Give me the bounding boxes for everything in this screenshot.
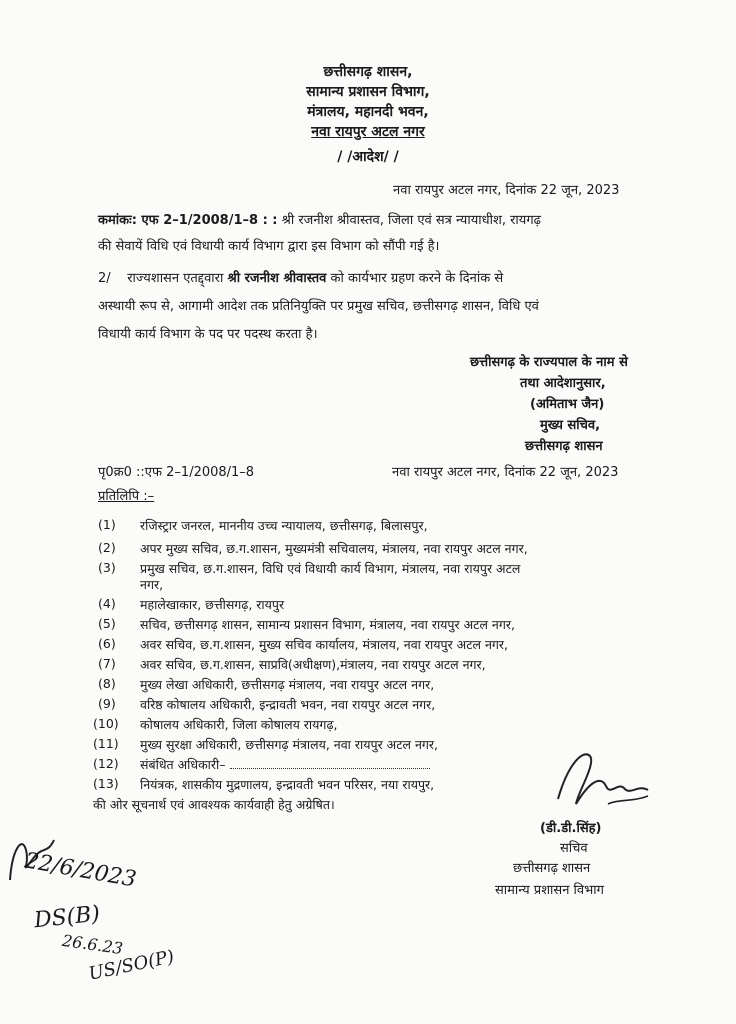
place-date-1: नवा रायपुर अटल नगर, दिनांक 22 जून, 2023 xyxy=(393,183,620,198)
para2-line-1 xyxy=(98,268,503,286)
order-title: / /आदेश/ / xyxy=(337,149,399,165)
header-line-1: छत्तीसगढ़ शासन, xyxy=(323,64,413,80)
para2-line-3: विधायी कार्य विभाग के पद पर पदस्थ करता है। xyxy=(98,327,318,342)
copy-text: मुख्य सुरक्षा अधिकारी, छत्तीसगढ़ मंत्रालय, नवा रायपुर अटल नगर, xyxy=(140,737,439,752)
copy-text xyxy=(140,756,430,773)
copy-text: महालेखाकार, छत्तीसगढ़, रायपुर xyxy=(140,597,285,612)
para2-line-2: अस्थायी रूप से, आगामी आदेश तक प्रतिनियुक्ति पर प्रमुख सचिव, छत्तीसगढ़ शासन, विधि एवं xyxy=(98,299,539,314)
para2-pre: राज्यशासन एतद्द्वारा xyxy=(127,271,224,286)
closing-line: की ओर सूचनार्थ एवं आवश्यक कार्यवाही हेतु अग्रेषित। xyxy=(93,797,335,812)
copy-text: सचिव, छत्तीसगढ़ शासन, सामान्य प्रशासन विभाग, मंत्रालय, नवा रायपुर अटल नगर, xyxy=(140,617,515,632)
copy-num: (9) xyxy=(98,696,116,711)
para2-num: 2/ xyxy=(98,271,111,286)
signature-scribble xyxy=(548,744,658,814)
endorsement-ref: पृ0क्र0 ::एफ 2–1/2008/1–8 xyxy=(98,465,255,480)
blank-line xyxy=(230,758,430,769)
copy-text: नियंत्रक, शासकीय मुद्रणालय, इन्द्रावती भवन परिसर, नया रायपुर, xyxy=(140,777,435,792)
copy-num: (6) xyxy=(98,636,116,651)
copy-num: (8) xyxy=(98,676,116,691)
signer-govt: छत्तीसगढ़ शासन xyxy=(513,861,591,876)
endorsement-date: नवा रायपुर अटल नगर, दिनांक 22 जून, 2023 xyxy=(392,465,619,480)
copy-text: प्रमुख सचिव, छ.ग.शासन, विधि एवं विधायी कार्य विभाग, मंत्रालय, नवा रायपुर अटल xyxy=(140,561,521,576)
sign1-line-4: मुख्य सचिव, xyxy=(540,418,601,433)
copy-num: (5) xyxy=(98,616,116,631)
copy-num: (3) xyxy=(98,560,116,575)
signer-dept: सामान्य प्रशासन विभाग xyxy=(495,883,604,898)
sign1-line-1: छत्तीसगढ़ के राज्यपाल के नाम से xyxy=(470,355,628,370)
para1-text-a: श्री रजनीश श्रीवास्तव, जिला एवं सत्र न्यायाधीश, रायगढ़ xyxy=(281,213,541,228)
header-line-2: सामान्य प्रशासन विभाग, xyxy=(306,84,430,100)
order-number: कमांकः: एफ 2–1/2008/1–8 : : xyxy=(98,213,278,228)
sign1-line-5: छत्तीसगढ़ शासन xyxy=(525,439,603,454)
handwritten-date: 22/6/2023 xyxy=(22,848,139,893)
copy-num: (12) xyxy=(93,756,119,771)
copy-label: प्रतिलिपि :– xyxy=(98,489,155,504)
copy-num: (4) xyxy=(98,596,116,611)
copy-num: (10) xyxy=(93,716,119,731)
copy-text: अवर सचिव, छ.ग.शासन, मुख्य सचिव कार्यालय, मंत्रालय, नवा रायपुर अटल नगर, xyxy=(140,637,509,652)
para1-line-2: की सेवायें विधि एवं विधायी कार्य विभाग द्वारा इस विभाग को सौंपी गई है। xyxy=(98,239,440,254)
copy-text: मुख्य लेखा अधिकारी, छत्तीसगढ़ मंत्रालय, नवा रायपुर अटल नगर, xyxy=(140,677,435,692)
signer-name: (डी.डी.सिंह) xyxy=(540,821,602,836)
copy-num: (2) xyxy=(98,540,116,555)
para2-post: को कार्यभार ग्रहण करने के दिनांक से xyxy=(330,271,504,286)
copy-text: अवर सचिव, छ.ग.शासन, साप्रवि(अधीक्षण),मंत्रालय, नवा रायपुर अटल नगर, xyxy=(140,657,486,672)
handwritten-date-2: 26.6.23 xyxy=(60,930,125,959)
sign1-line-2: तथा आदेशानुसार, xyxy=(520,376,606,391)
copy-num: (7) xyxy=(98,656,116,671)
copy-text: कोषालय अधिकारी, जिला कोषालय रायगढ़, xyxy=(140,717,338,732)
handwritten-ds: DS(B) xyxy=(32,901,102,934)
copy-text: अपर मुख्य सचिव, छ.ग.शासन, मुख्यमंत्री सचिवालय, मंत्रालय, नवा रायपुर अटल नगर, xyxy=(140,541,528,556)
copy-text: रजिस्ट्रार जनरल, माननीय उच्च न्यायालय, छत्तीसगढ़, बिलासपुर, xyxy=(140,518,428,533)
copy-num: (1) xyxy=(98,517,116,532)
signer-title: सचिव xyxy=(560,841,588,856)
para2-name: श्री रजनीश श्रीवास्तव xyxy=(227,271,327,286)
handwritten-us-so: US/SO(P) xyxy=(86,946,177,985)
header-line-4: नवा रायपुर अटल नगर xyxy=(311,124,425,140)
sign1-line-3: (अमिताभ जैन) xyxy=(530,397,605,412)
copy-num: (13) xyxy=(93,776,119,791)
para1-line-1 xyxy=(98,210,541,228)
header-line-3: मंत्रालय, महानदी भवन, xyxy=(307,104,429,120)
copy-text: वरिष्ठ कोषालय अधिकारी, इन्द्रावती भवन, नवा रायपुर अटल नगर, xyxy=(140,697,436,712)
copy-text-label: संबंधित अधिकारी– xyxy=(140,757,226,772)
copy-num: (11) xyxy=(93,736,119,751)
copy-text-continued: नगर, xyxy=(140,577,164,592)
